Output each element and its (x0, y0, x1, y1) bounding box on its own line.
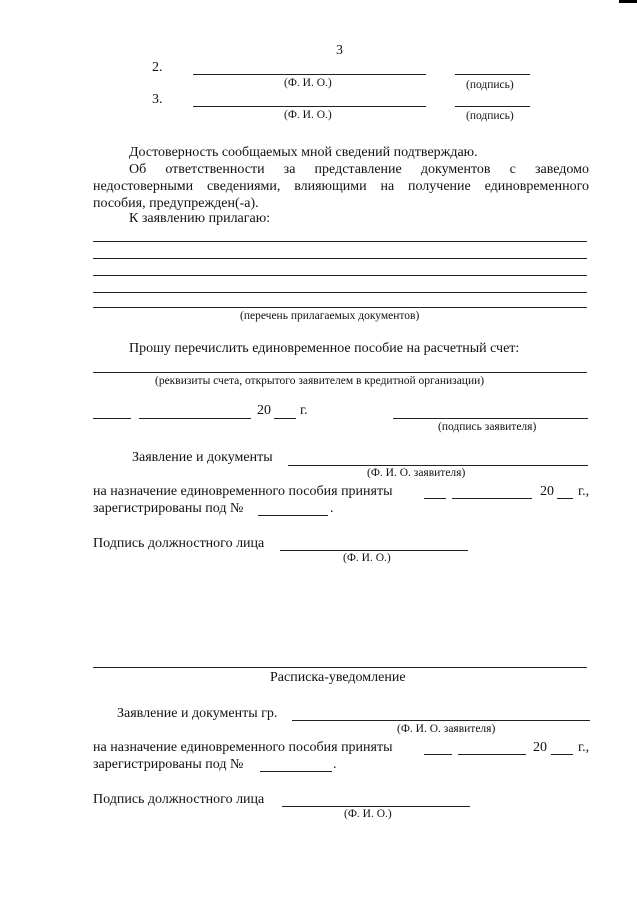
office-reg-number-line[interactable] (258, 515, 328, 516)
date-month-line[interactable] (139, 418, 251, 419)
responsibility-line-1: Об ответственности за представление документов с заведомо (129, 162, 589, 177)
account-caption: (реквизиты счета, открытого заявителем в кредитной организации) (155, 375, 485, 387)
attach-line-5[interactable] (93, 307, 587, 308)
receipt-year-line[interactable] (551, 754, 573, 755)
office-month-line[interactable] (452, 498, 532, 499)
receipt-year-suffix: г., (578, 740, 590, 755)
office-fio-caption: (Ф. И. О. заявителя) (367, 467, 466, 479)
page-number: 3 (336, 43, 343, 58)
attach-line-1[interactable] (93, 241, 587, 242)
attach-label: К заявлению прилагаю: (129, 211, 271, 226)
fio-line-3 (193, 106, 426, 107)
transfer-request: Прошу перечислить единовременное пособие на расчетный счет: (129, 341, 520, 356)
office-year-line[interactable] (557, 498, 573, 499)
attach-caption: (перечень прилагаемых документов) (240, 310, 420, 322)
receipt-reg-number-line[interactable] (260, 771, 332, 772)
fio-line-2 (193, 74, 426, 75)
date-year-prefix: 20 (257, 403, 271, 418)
responsibility-line-3: пособия, предупрежден(-а). (93, 196, 259, 211)
signature-number-3: 3. (152, 92, 163, 107)
office-docs-label: Заявление и документы (132, 450, 273, 465)
receipt-fio-caption: (Ф. И. О. заявителя) (397, 723, 496, 735)
receipt-official-sign-label: Подпись должностного лица (93, 792, 265, 807)
date-day-line[interactable] (93, 418, 131, 419)
date-year-suffix: г. (300, 403, 308, 418)
date-year-line[interactable] (274, 418, 296, 419)
cut-line (93, 667, 587, 668)
applicant-sign-caption: (подпись заявителя) (438, 421, 537, 433)
attach-line-3[interactable] (93, 275, 587, 276)
responsibility-line-2: недостоверными сведениями, влияющими на получение единовременного (93, 179, 589, 194)
scan-corner-mark (619, 0, 637, 3)
applicant-sign-line[interactable] (393, 418, 588, 419)
sign-caption-2: (подпись) (466, 79, 514, 91)
signature-number-2: 2. (152, 60, 163, 75)
office-official-fio-caption: (Ф. И. О.) (343, 552, 391, 564)
receipt-fio-line[interactable] (292, 720, 590, 721)
office-official-sign-label: Подпись должностного лица (93, 536, 265, 551)
sign-line-2 (455, 74, 530, 75)
receipt-month-line[interactable] (458, 754, 526, 755)
receipt-year-prefix: 20 (533, 740, 547, 755)
office-fio-line[interactable] (288, 465, 588, 466)
sign-caption-3: (подпись) (466, 110, 514, 122)
fio-caption-2: (Ф. И. О.) (284, 77, 332, 89)
office-registered-text: зарегистрированы под № (93, 501, 244, 516)
receipt-title: Расписка-уведомление (270, 670, 406, 685)
receipt-accepted-text: на назначение единовременного пособия приняты (93, 740, 393, 755)
office-official-sign-line[interactable] (280, 550, 468, 551)
confirm-text: Достоверность сообщаемых мной сведений подтверждаю. (129, 145, 478, 160)
office-accepted-text: на назначение единовременного пособия приняты (93, 484, 393, 499)
receipt-official-fio-caption: (Ф. И. О.) (344, 808, 392, 820)
office-year-suffix: г., (578, 484, 590, 499)
receipt-day-line[interactable] (424, 754, 452, 755)
office-year-prefix: 20 (540, 484, 554, 499)
receipt-registered-end: . (333, 757, 337, 772)
receipt-docs-label: Заявление и документы гр. (117, 706, 278, 721)
receipt-registered-text: зарегистрированы под № (93, 757, 244, 772)
attach-line-2[interactable] (93, 258, 587, 259)
receipt-official-sign-line[interactable] (282, 806, 470, 807)
attach-line-4[interactable] (93, 292, 587, 293)
fio-caption-3: (Ф. И. О.) (284, 109, 332, 121)
office-day-line[interactable] (424, 498, 446, 499)
sign-line-3 (455, 106, 530, 107)
office-registered-end: . (330, 501, 334, 516)
account-line[interactable] (93, 372, 587, 373)
